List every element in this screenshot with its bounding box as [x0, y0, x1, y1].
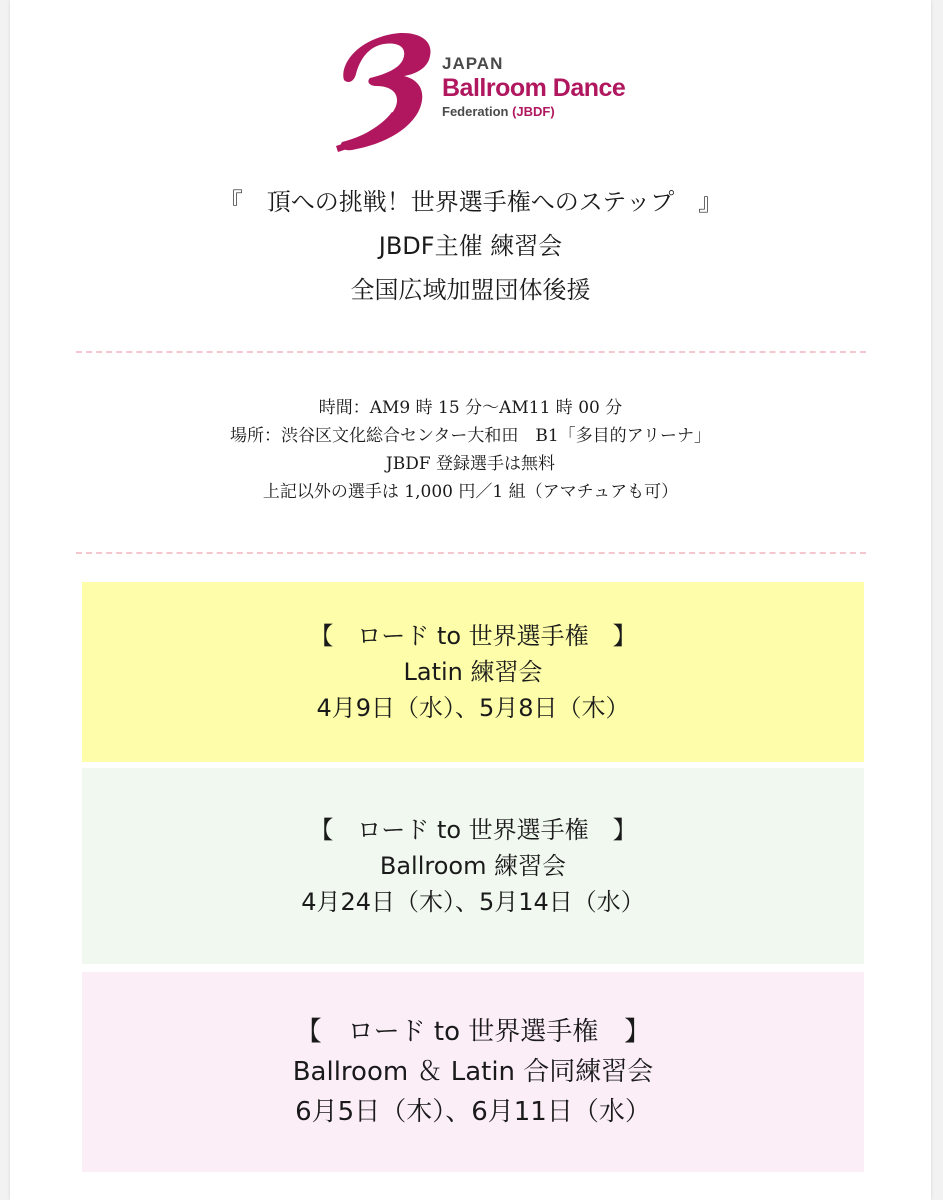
session-heading: 【 ロード to 世界選手権 】 [309, 622, 637, 650]
session-dates: 6月5日（木）、6月11日（水） [295, 1097, 651, 1127]
info-time: 時間：AM9 時 15 分～AM11 時 00 分 [318, 398, 623, 418]
session-dates: 4月9日（水）、5月8日（木） [316, 694, 630, 722]
session-name: Ballroom ＆ Latin 合同練習会 [292, 1057, 654, 1087]
event-subtitle: JBDF主催 練習会 [378, 232, 563, 260]
info-place: 場所：渋谷区文化総合センター大和田 B1「多目的アリーナ」 [230, 426, 711, 446]
logo-japan-text: JAPAN [442, 54, 504, 73]
logo-abbr: (JBDF) [512, 104, 555, 119]
session-name: Latin 練習会 [403, 658, 543, 686]
jbdf-b-logo-icon [330, 28, 440, 153]
jbdf-logo [330, 28, 650, 158]
event-info [10, 394, 931, 506]
session-ballroom-box [82, 768, 864, 964]
flyer-page [10, 0, 931, 1200]
divider-top [76, 351, 866, 353]
session-combined-box [82, 972, 864, 1172]
event-support: 全国広域加盟団体後援 [350, 276, 591, 304]
session-heading: 【 ロード to 世界選手権 】 [309, 816, 637, 844]
logo-wordmark [442, 54, 625, 122]
info-other-fee: 上記以外の選手は 1,000 円／1 組（アマチュアも可） [262, 482, 679, 502]
logo-federation-text [442, 102, 625, 122]
info-registered-fee: JBDF 登録選手は無料 [385, 454, 556, 474]
session-heading: 【 ロード to 世界選手権 】 [295, 1017, 651, 1047]
event-title-block [10, 180, 931, 312]
logo-name-text: Ballroom Dance [442, 74, 626, 102]
session-name: Ballroom 練習会 [379, 852, 567, 880]
divider-bottom [76, 552, 866, 554]
session-latin-box [82, 582, 864, 762]
session-dates: 4月24日（木）、5月14日（水） [301, 888, 645, 916]
logo-federation-word: Federation [442, 104, 509, 119]
event-title: 『 頂への挑戦！世界選手権へのステップ 』 [218, 188, 723, 216]
